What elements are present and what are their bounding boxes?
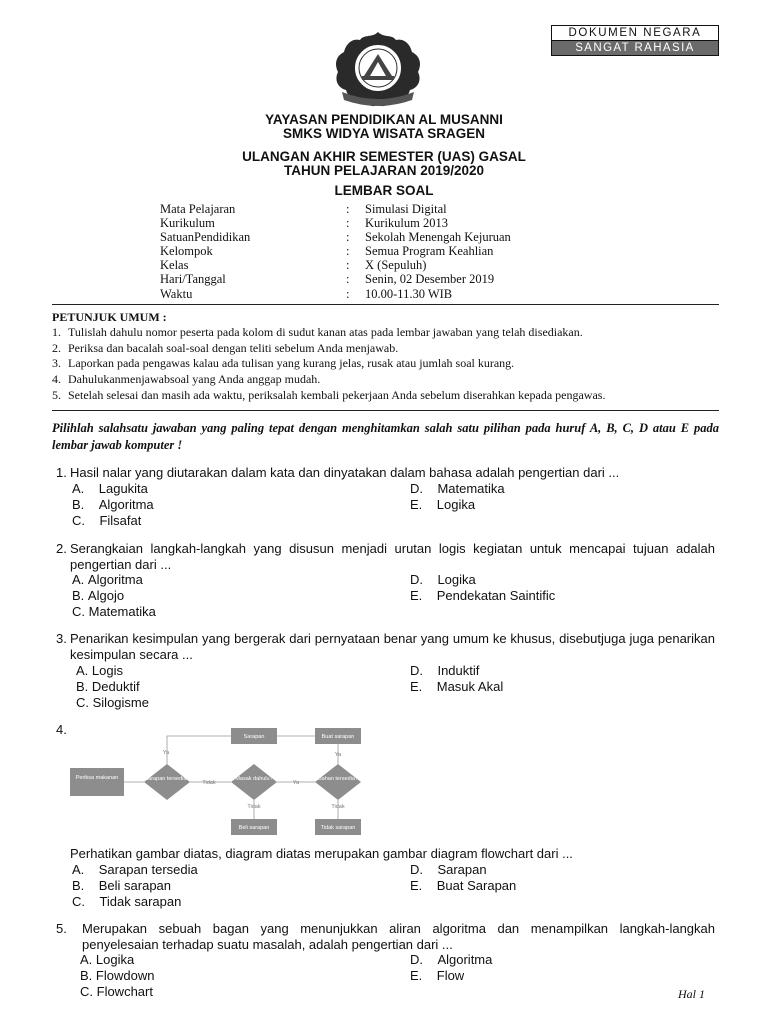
option xyxy=(72,878,171,894)
option-text: Logika xyxy=(437,572,476,587)
info-key: Kelompok xyxy=(160,244,213,259)
instruction-text: Dahulukanmenjawabsoal yang Anda anggap mudah. xyxy=(68,372,321,387)
option-letter: B. xyxy=(72,588,85,603)
option-letter: D. xyxy=(410,862,423,877)
instruction-item xyxy=(52,372,719,388)
option xyxy=(72,497,154,513)
option-letter: E. xyxy=(410,497,423,512)
option-letter: C. xyxy=(72,894,85,909)
option xyxy=(410,588,555,604)
option-letter: A. xyxy=(80,952,93,967)
option xyxy=(76,695,149,711)
flow-label-sarapan: Sarapan xyxy=(243,734,265,740)
flow-label-buat: Buat sarapan xyxy=(321,734,355,740)
flow-edge-tidak: Tidak xyxy=(247,804,261,810)
option-letter: C. xyxy=(80,984,93,999)
flow-label-tersedia: Sarapan tersedia? xyxy=(144,776,190,782)
option xyxy=(410,878,516,894)
info-colon: : xyxy=(346,202,350,216)
instruction-text: Periksa dan bacalah soal-soal dengan teliti sebelum Anda menjawab. xyxy=(68,340,399,355)
question-text: Penarikan kesimpulan yang bergerak dari pernyataan benar yang umum ke khusus, disebutjuga juga penarikan kesimpulan secara ... xyxy=(70,631,715,662)
option-text: Algojo xyxy=(87,588,125,603)
flow-decision-tersedia xyxy=(144,764,190,800)
question-number: 2. xyxy=(56,541,67,556)
flow-edge-ya: Ya xyxy=(162,750,170,756)
option-letter: B. xyxy=(72,878,85,893)
option-text: Flowdown xyxy=(95,968,155,983)
info-colon: : xyxy=(346,258,350,273)
info-value: Simulasi Digital xyxy=(365,202,447,216)
option-text: Buat Sarapan xyxy=(436,878,517,893)
question-number: 3. xyxy=(56,631,67,646)
option-text: Logika xyxy=(95,952,135,967)
question-number: 1. xyxy=(56,465,67,480)
flow-node-periksa xyxy=(70,768,124,796)
option-text: Matematika xyxy=(437,481,505,496)
option-letter: A. xyxy=(72,862,85,877)
option-text: Logis xyxy=(91,663,123,678)
info-key: Hari/Tanggal xyxy=(160,272,226,287)
info-key: Waktu xyxy=(160,286,193,301)
flow-label-beli: Beli sarapan xyxy=(238,825,270,831)
instructions-title: PETUNJUK UMUM : xyxy=(52,310,167,324)
instruction-text: Laporkan pada pengawas kalau ada tulisan yang kurang jelas, rusak atau jumlah soal kurang. xyxy=(68,356,515,371)
info-value: Kurikulum 2013 xyxy=(365,216,448,231)
option-letter: E. xyxy=(410,588,423,603)
general-instructions xyxy=(52,310,719,403)
option-letter: A. xyxy=(72,481,85,496)
option-letter: E. xyxy=(410,878,423,893)
option-letter: A. xyxy=(76,663,89,678)
option-letter: E. xyxy=(410,968,423,983)
option xyxy=(72,513,141,529)
info-colon: : xyxy=(346,244,350,259)
sheet-title: LEMBAR SOAL xyxy=(334,183,434,198)
option xyxy=(72,481,148,497)
option-text: Flow xyxy=(436,968,465,983)
instruction-item xyxy=(52,356,719,372)
divider xyxy=(52,304,719,305)
academic-year: TAHUN PELAJARAN 2019/2020 xyxy=(283,163,485,178)
instruction-item xyxy=(52,341,719,357)
breakfast-flowchart xyxy=(70,726,362,838)
instruction-number: 3. xyxy=(52,356,61,371)
option-letter: B. xyxy=(72,497,85,512)
option-letter: C. xyxy=(76,695,89,710)
instruction-item xyxy=(52,325,719,341)
option xyxy=(410,497,475,513)
flow-decision-masak xyxy=(231,764,277,800)
option xyxy=(72,862,198,878)
option xyxy=(80,968,154,984)
school-name: SMKS WIDYA WISATA SRAGEN xyxy=(282,126,485,141)
option-text: Logika xyxy=(436,497,476,512)
option-text: Masuk Akal xyxy=(436,679,504,694)
option xyxy=(72,604,156,620)
question-text: Perhatikan gambar diatas, diagram diatas merupakan gambar diagram flowchart dari ... xyxy=(70,846,573,861)
option xyxy=(410,663,479,679)
flow-label-periksa: Periksa makanan xyxy=(75,775,119,781)
question-text: Hasil nalar yang diutarakan dalam kata dan dinyatakan dalam bahasa adalah pengertian dari ... xyxy=(70,465,620,480)
instruction-number: 2. xyxy=(52,340,61,355)
question-number: 4. xyxy=(56,722,67,737)
option xyxy=(72,894,181,910)
option-letter: A. xyxy=(72,572,85,587)
school-logo-icon xyxy=(332,30,424,108)
option-text: Algoritma xyxy=(98,497,154,512)
option-text: Pendekatan Saintific xyxy=(436,588,556,603)
classification-stamp xyxy=(551,25,719,56)
flow-decision-bahan xyxy=(315,764,361,800)
option-text: Induktif xyxy=(437,663,480,678)
instruction-number: 5. xyxy=(52,387,61,402)
question-text: Merupakan sebuah bagan yang menunjukkan aliran algoritma dan menampilkan langkah-langkah penyelesaian terhadap suatu masalah, adalah pengertian dari ... xyxy=(82,921,715,952)
option xyxy=(76,679,140,695)
info-value: Senin, 02 Desember 2019 xyxy=(365,272,495,287)
option xyxy=(410,968,464,984)
stamp-document-label: DOKUMEN NEGARA xyxy=(552,26,718,41)
info-colon: : xyxy=(346,216,350,231)
option-letter: C. xyxy=(72,513,85,528)
option-letter: B. xyxy=(76,679,89,694)
answer-instruction: Pilihlah salahsatu jawaban yang paling tepat dengan menghitamkan salah satu pilihan pada huruf A, B, C, D atau E pada lembar jawab komputer ! xyxy=(52,421,719,452)
option-letter: B. xyxy=(80,968,93,983)
info-key: Mata Pelajaran xyxy=(160,202,236,216)
option-text: Algoritma xyxy=(87,572,143,587)
option-text: Algoritma xyxy=(437,952,493,967)
option-letter: D. xyxy=(410,952,423,967)
option xyxy=(76,663,123,679)
option-letter: D. xyxy=(410,663,423,678)
option xyxy=(410,679,503,695)
option-text: Sarapan tersedia xyxy=(98,862,198,877)
info-value: Sekolah Menengah Kejuruan xyxy=(365,230,511,245)
info-colon: : xyxy=(346,230,350,245)
option xyxy=(80,984,153,1000)
option xyxy=(410,952,492,968)
option-text: Beli sarapan xyxy=(98,878,172,893)
option-text: Lagukita xyxy=(98,481,148,496)
info-value: X (Sepuluh) xyxy=(365,258,427,273)
info-value: Semua Program Keahlian xyxy=(365,244,494,259)
option-text: Flowchart xyxy=(96,984,153,999)
option-text: Matematika xyxy=(88,604,156,619)
option-text: Deduktif xyxy=(91,679,140,694)
option-letter: C. xyxy=(72,604,85,619)
option-text: Tidak sarapan xyxy=(99,894,182,909)
option xyxy=(410,481,505,497)
flow-edge-tidak: Tidak xyxy=(331,804,345,810)
option xyxy=(72,588,124,604)
question-number: 5. xyxy=(56,921,67,936)
option-text: Sarapan xyxy=(437,862,487,877)
option-text: Filsafat xyxy=(99,513,142,528)
flow-edge-ya: Ya xyxy=(334,752,342,758)
instruction-text: Setelah selesai dan masih ada waktu, periksalah kembali pekerjaan Anda sebelum diserahkan kepada pengawas. xyxy=(68,387,606,402)
flow-label-tidak-sarapan: Tidak sarapan xyxy=(320,825,356,831)
option-letter: D. xyxy=(410,481,423,496)
info-key: Kurikulum xyxy=(160,216,215,231)
question-text: Serangkaian langkah-langkah yang disusun menjadi urutan logis kegiatan untuk mencapai tujuan adalah pengertian dari ... xyxy=(70,541,715,572)
instruction-number: 1. xyxy=(52,325,61,339)
option-text: Silogisme xyxy=(92,695,149,710)
option xyxy=(410,572,476,588)
option-letter: D. xyxy=(410,572,423,587)
info-key: SatuanPendidikan xyxy=(160,230,251,245)
instruction-text: Tulislah dahulu nomor peserta pada kolom di sudut kanan atas pada lembar jawaban yang telah disediakan. xyxy=(68,325,583,339)
info-value: 10.00-11.30 WIB xyxy=(365,286,453,301)
option xyxy=(72,572,143,588)
info-key: Kelas xyxy=(160,258,189,273)
info-colon: : xyxy=(346,286,350,301)
flow-edge-ya: Ya xyxy=(292,780,300,786)
instruction-number: 4. xyxy=(52,372,61,387)
instruction-item xyxy=(52,388,719,404)
option xyxy=(80,952,134,968)
foundation-name: YAYASAN PENDIDIKAN AL MUSANNI xyxy=(265,112,503,127)
option xyxy=(410,862,487,878)
divider xyxy=(52,410,719,411)
flow-label-bahan: Bahan tersedia? xyxy=(317,776,359,782)
flow-label-masak: Masak dahulu? xyxy=(235,776,273,782)
exam-title: ULANGAN AKHIR SEMESTER (UAS) GASAL xyxy=(242,149,526,164)
flow-edge-tidak: Tidak xyxy=(202,780,216,786)
page-number: Hal 1 xyxy=(678,987,705,1001)
stamp-secret-label: SANGAT RAHASIA xyxy=(552,41,718,55)
info-colon: : xyxy=(346,272,350,287)
option-letter: E. xyxy=(410,679,423,694)
